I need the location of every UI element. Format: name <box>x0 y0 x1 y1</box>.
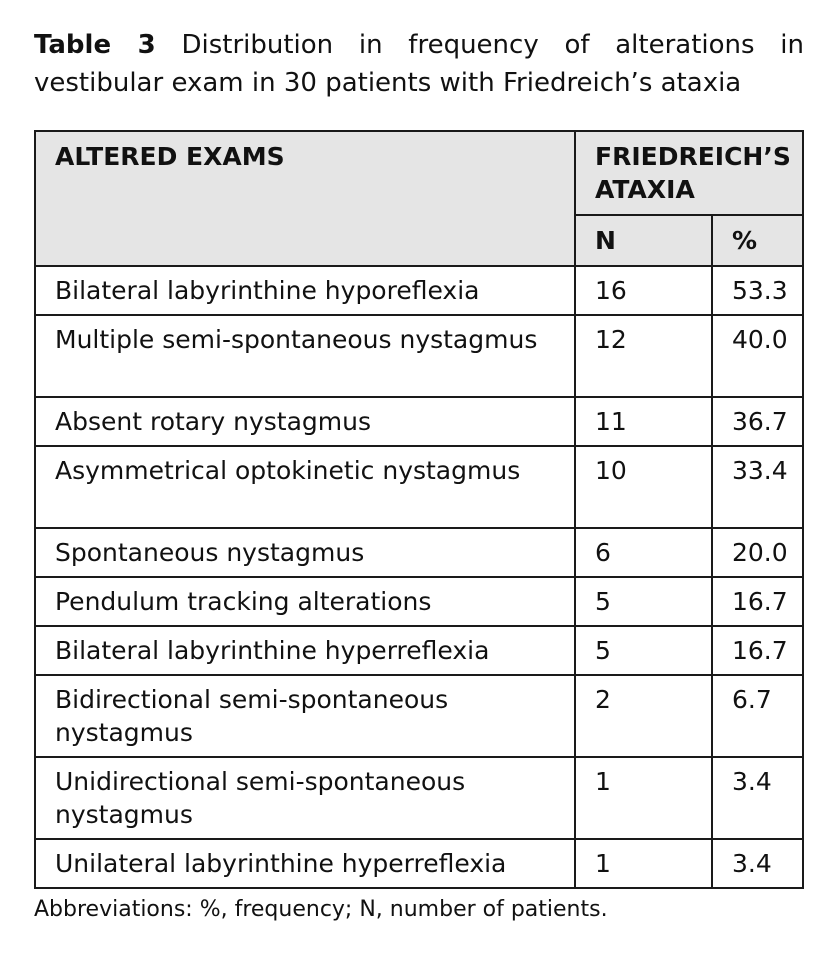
table-row <box>35 266 803 315</box>
cell-n: 2 <box>575 675 712 757</box>
cell-exam: Spontaneous nystagmus <box>35 528 575 577</box>
cell-exam: Unidirectional semi-spontaneous nystagmus <box>35 757 575 839</box>
cell-percent: 40.0 <box>712 315 803 397</box>
cell-exam: Absent rotary nystagmus <box>35 397 575 446</box>
cell-exam: Unilateral labyrinthine hyperreflexia <box>35 839 575 888</box>
table-row <box>35 577 803 626</box>
cell-n: 11 <box>575 397 712 446</box>
cell-n: 1 <box>575 757 712 839</box>
table-row <box>35 675 803 757</box>
cell-exam: Pendulum tracking alterations <box>35 577 575 626</box>
cell-n: 6 <box>575 528 712 577</box>
cell-exam: Bilateral labyrinthine hyperreflexia <box>35 626 575 675</box>
table-row <box>35 315 803 397</box>
caption-text: Distribution in frequency of alterations in vestibular exam in 30 patients with Friedreich’s ataxia <box>34 30 805 98</box>
table-row <box>35 839 803 888</box>
cell-n: 1 <box>575 839 712 888</box>
table-row <box>35 757 803 839</box>
cell-n: 5 <box>575 626 712 675</box>
cell-percent: 36.7 <box>712 397 803 446</box>
table-caption <box>34 26 804 102</box>
cell-exam: Asymmetrical optokinetic nystagmus <box>35 446 575 528</box>
cell-n: 12 <box>575 315 712 397</box>
table-row <box>35 446 803 528</box>
cell-exam: Multiple semi-spontaneous nystagmus <box>35 315 575 397</box>
cell-n: 10 <box>575 446 712 528</box>
cell-exam: Bidirectional semi-spontaneous nystagmus <box>35 675 575 757</box>
cell-percent: 3.4 <box>712 757 803 839</box>
cell-percent: 53.3 <box>712 266 803 315</box>
cell-percent: 16.7 <box>712 626 803 675</box>
table-row <box>35 626 803 675</box>
table-row <box>35 528 803 577</box>
header-n: N <box>575 215 712 266</box>
header-altered-exams: ALTERED EXAMS <box>35 131 575 266</box>
table-row <box>35 397 803 446</box>
cell-exam: Bilateral labyrinthine hyporeflexia <box>35 266 575 315</box>
table-footnote: Abbreviations: %, frequency; N, number of patients. <box>34 897 608 922</box>
cell-percent: 6.7 <box>712 675 803 757</box>
cell-percent: 20.0 <box>712 528 803 577</box>
cell-n: 16 <box>575 266 712 315</box>
table-body <box>35 266 803 888</box>
cell-n: 5 <box>575 577 712 626</box>
cell-percent: 33.4 <box>712 446 803 528</box>
header-percent: % <box>712 215 803 266</box>
header-friedreichs-ataxia: FRIEDREICH’S ATAXIA <box>575 131 803 215</box>
table-label: Table 3 <box>34 30 156 60</box>
vestibular-exam-table <box>34 130 804 889</box>
cell-percent: 16.7 <box>712 577 803 626</box>
cell-percent: 3.4 <box>712 839 803 888</box>
